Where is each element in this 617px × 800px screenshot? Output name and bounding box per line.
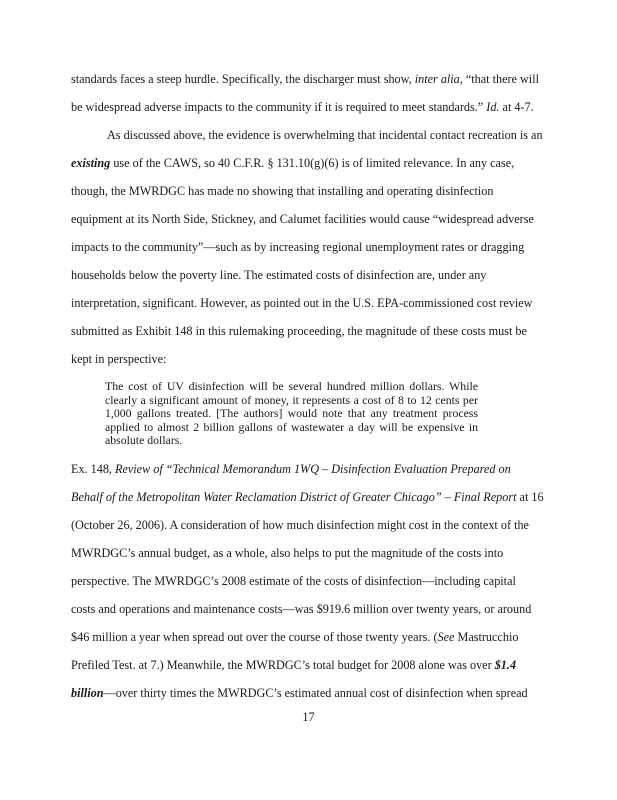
paragraph-3-line-6 [71,686,546,700]
paragraph-2-line-3: though, the MWRDGC has made no showing that installing and operating disinfection [71,184,494,198]
italic-text-run: inter alia [414,72,460,86]
paragraph-2-line-1: As discussed above, the evidence is overwhelming that incidental contact recreation is an [107,128,543,142]
text-run: standards faces a steep hurdle. Specifically, the discharger must show, [71,72,415,86]
paragraph-1-line-2 [71,100,546,114]
bold-italic-text-run: $1.4 [494,658,517,672]
text-run: use of the CAWS, so 40 C.F.R. § 131.10(g)(6) is of limited relevance. In any case, [110,156,515,170]
paragraph-2-line-2 [71,156,546,170]
italic-text-run: Behalf of the Metropolitan Water Reclamation District of Greater Chicago” – Final Report [71,490,517,504]
paragraph-2-line-9: kept in perspective: [71,352,167,366]
citation-line-3: (October 26, 2006). A consideration of how much disinfection might cost in the context of the [71,518,529,532]
paragraph-2-line-8: submitted as Exhibit 148 in this rulemaking proceeding, the magnitude of these costs must be [71,324,527,338]
text-run: be widespread adverse impacts to the community if it is required to meet standards.” [71,100,487,114]
italic-text-run: Id. [486,100,500,114]
bold-italic-text-run: billion [71,686,104,700]
text-run: at 4-7. [499,100,534,114]
text-run: Prefiled Test. at 7.) Meanwhile, the MWRDGC’s total budget for 2008 alone was over [71,658,495,672]
paragraph-2-line-4: equipment at its North Side, Stickney, and Calumet facilities would cause “widespread adverse [71,212,534,226]
text-run: at 16 [516,490,544,504]
text-run: $46 million a year when spread out over the course of those twenty years. ( [71,630,438,644]
page-number: 17 [302,710,315,724]
bold-italic-text-run: existing [71,156,111,170]
paragraph-3-line-1: MWRDGC’s annual budget, as a whole, also helps to put the magnitude of the costs into [71,546,504,560]
paragraph-2-line-6: households below the poverty line. The estimated costs of disinfection are, under any [71,268,487,282]
text-run: Mastrucchio [454,630,519,644]
citation-line-2 [71,490,546,504]
block-quote: The cost of UV disinfection will be several hundred million dollars. While clearly a significant amount of money, it represents a cost of 8 to 12 cents per 1,000 gallons treated. [The authors] would note that any treatment process applied to almost 2 billion gallons of wastewater a day will be expensive in absolute dollars. [105,379,478,448]
text-run: —over thirty times the MWRDGC’s estimated annual cost of disinfection when spread [103,686,528,700]
text-run: , “that there will [459,72,539,86]
paragraph-3-line-5 [71,658,546,672]
paragraph-3-line-4 [71,630,546,644]
paragraph-1-line-1 [71,72,546,86]
paragraph-2-line-5: impacts to the community”—such as by increasing regional unemployment rates or dragging [71,240,525,254]
paragraph-3-line-2: perspective. The MWRDGC’s 2008 estimate of the costs of disinfection—including capital [71,574,516,588]
paragraph-2-line-7: interpretation, significant. However, as pointed out in the U.S. EPA-commissioned cost review [71,296,533,310]
citation-line-1 [71,462,546,476]
text-run: Ex. 148, [71,462,116,476]
paragraph-3-line-3: costs and operations and maintenance costs—was $919.6 million over twenty years, or around [71,602,532,616]
italic-text-run: Review of “Technical Memorandum 1WQ – Disinfection Evaluation Prepared on [115,462,511,476]
italic-text-run: See [437,630,455,644]
